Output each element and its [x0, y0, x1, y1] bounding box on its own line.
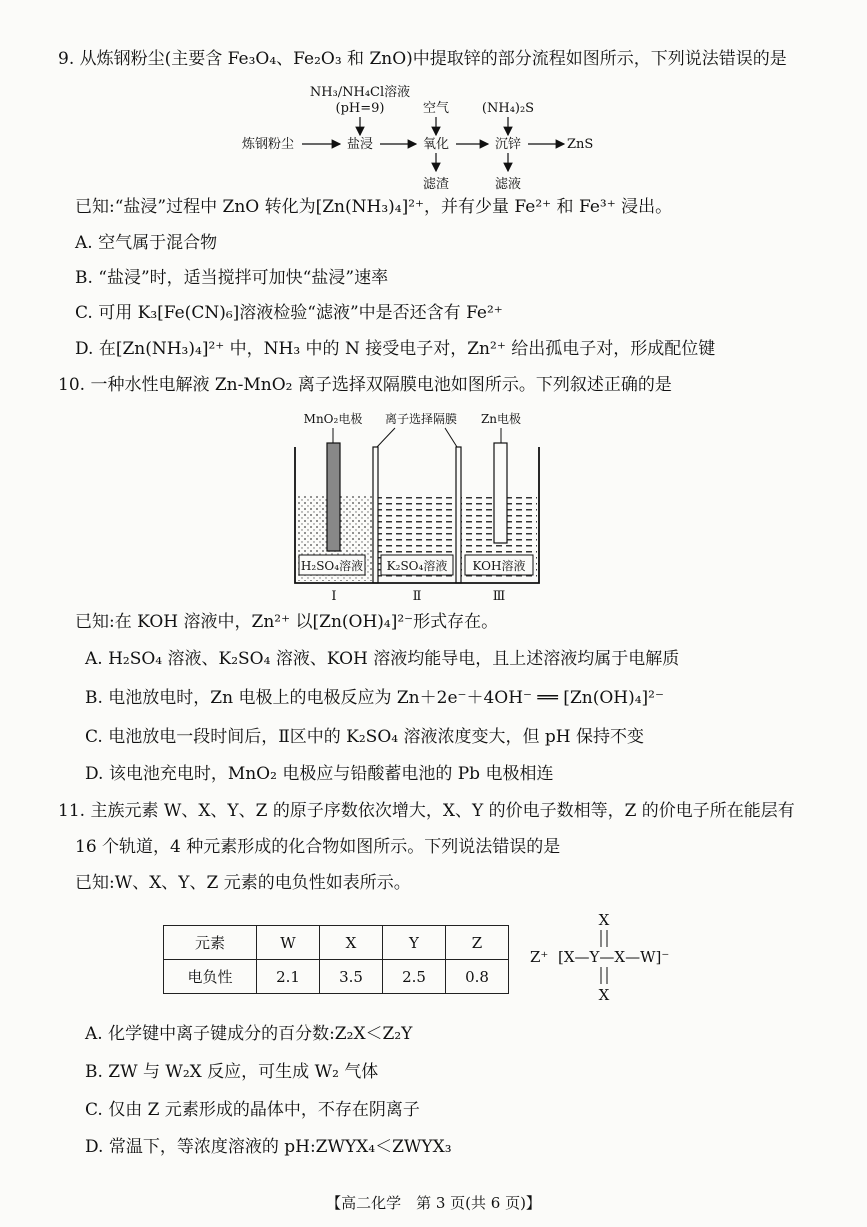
table-cell: 0.8: [446, 960, 509, 994]
electronegativity-table: [163, 925, 509, 994]
region-label-2: Ⅱ: [412, 589, 422, 604]
table-cell: 2.5: [383, 960, 446, 994]
q10-option-c: C. 电池放电一段时间后，Ⅱ区中的 K₂SO₄ 溶液浓度变大，但 pH 保持不变: [85, 727, 644, 747]
mno2-electrode: [327, 443, 340, 551]
table-cell: W: [257, 926, 320, 960]
structure-anion-chain: [X—Y—X—W]⁻: [558, 948, 670, 966]
table-header-row: [164, 926, 509, 960]
table-cell: 2.1: [257, 960, 320, 994]
q11-option-a: A. 化学键中离子键成分的百分数:Z₂X＜Z₂Y: [85, 1024, 413, 1044]
q9-option-d: D. 在[Zn(NH₃)₄]²⁺ 中，NH₃ 中的 N 接受电子对，Zn²⁺ 给出孤电子对，形成配位键: [75, 339, 716, 359]
flow-step-4: ZnS: [567, 137, 594, 152]
flow-reagent-3: (NH₄)₂S: [481, 101, 535, 116]
q9-option-b: B. “盐浸”时，适当搅拌可加快“盐浸”速率: [75, 268, 389, 288]
table-cell: 元素: [164, 926, 257, 960]
pointer-membrane-right: [445, 428, 457, 447]
q11-stem-line-1: 11. 主族元素 W、X、Y、Z 的原子序数依次增大，X、Y 的价电子数相等，Z 的价电子所在能层有: [58, 801, 795, 821]
flow-step-2: 氧化: [422, 137, 450, 152]
label-mno2-electrode: MnO₂电极: [303, 412, 363, 426]
q10-stem: 10. 一种水性电解液 Zn-MnO₂ 离子选择双隔膜电池如图所示。下列叙述正确的是: [58, 375, 672, 395]
flow-step-3: 沉锌: [494, 137, 522, 152]
region-label-1: Ⅰ: [331, 589, 337, 604]
page-footer: 【高二化学 第 3 页(共 6 页)】: [326, 1194, 541, 1212]
flow-reagent-1a: NH₃/NH₄Cl溶液: [309, 85, 411, 100]
q9-option-a: A. 空气属于混合物: [75, 233, 218, 253]
q10-option-d: D. 该电池充电时，MnO₂ 电极应与铅酸蓄电池的 Pb 电极相连: [85, 764, 554, 784]
flow-waste-1: 滤渣: [422, 177, 450, 192]
membrane-2: [456, 447, 461, 583]
solution-h2so4: H₂SO₄溶液: [300, 559, 364, 573]
q11-option-d: D. 常温下，等浓度溶液的 pH:ZWYX₄＜ZWYX₃: [85, 1137, 452, 1157]
table-cell: X: [320, 926, 383, 960]
q10-known: 已知:在 KOH 溶液中，Zn²⁺ 以[Zn(OH)₄]²⁻形式存在。: [75, 612, 499, 632]
q11-known: 已知:W、X、Y、Z 元素的电负性如表所示。: [75, 873, 411, 893]
q9-flow-diagram: [230, 80, 610, 195]
solution-k2so4: K₂SO₄溶液: [386, 559, 448, 573]
table-cell: Z: [446, 926, 509, 960]
q10-option-a: A. H₂SO₄ 溶液、K₂SO₄ 溶液、KOH 溶液均能导电，且上述溶液均属于电解质: [85, 649, 680, 669]
flow-reagent-1b: (pH=9): [335, 101, 385, 116]
zn-electrode: [494, 443, 507, 543]
q9-option-c: C. 可用 K₃[Fe(CN)₆]溶液检验“滤液”中是否还含有 Fe²⁺: [75, 303, 503, 323]
structure-top-x: X: [598, 911, 610, 929]
table-cell: 3.5: [320, 960, 383, 994]
q10-option-b: B. 电池放电时，Zn 电极上的电极反应为 Zn＋2e⁻＋4OH⁻ ══ [Zn(OH)₄]²⁻: [85, 688, 664, 708]
q9-stem: 9. 从炼钢粉尘(主要含 Fe₃O₄、Fe₂O₃ 和 ZnO)中提取锌的部分流程如图所示，下列说法错误的是: [58, 49, 787, 69]
table-cell: 电负性: [164, 960, 257, 994]
flow-reagent-2: 空气: [422, 101, 450, 116]
pointer-membrane-left: [377, 428, 395, 447]
label-zn-electrode: Zn电极: [480, 412, 522, 426]
q9-known: 已知:“盐浸”过程中 ZnO 转化为[Zn(NH₃)₄]²⁺，并有少量 Fe²⁺ 和 Fe³⁺ 浸出。: [75, 197, 673, 217]
q11-stem-line-2: 16 个轨道，4 种元素形成的化合物如图所示。下列说法错误的是: [75, 837, 561, 857]
flow-waste-2: 滤液: [494, 177, 522, 192]
label-ion-membrane: 离子选择隔膜: [384, 412, 458, 426]
flow-step-0: 炼钢粉尘: [242, 137, 295, 152]
table-cell: Y: [383, 926, 446, 960]
compound-structure: [528, 905, 708, 1005]
q11-option-c: C. 仅由 Z 元素形成的晶体中，不存在阴离子: [85, 1100, 420, 1120]
solution-koh: KOH溶液: [472, 559, 526, 573]
q10-battery-diagram: [285, 405, 560, 605]
structure-cation: Z⁺: [530, 948, 549, 966]
table-row: [164, 960, 509, 994]
membrane-1: [373, 447, 378, 583]
structure-bottom-x: X: [598, 986, 610, 1004]
flow-step-1: 盐浸: [346, 137, 374, 152]
region-label-3: Ⅲ: [492, 589, 506, 604]
q11-option-b: B. ZW 与 W₂X 反应，可生成 W₂ 气体: [85, 1062, 379, 1082]
